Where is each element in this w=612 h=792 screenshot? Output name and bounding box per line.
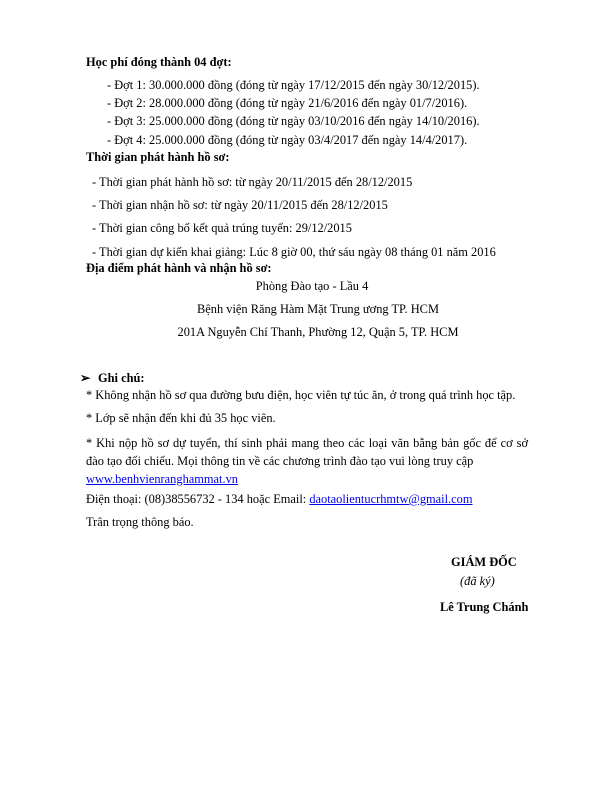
website-link[interactable]: www.benhvienranghammat.vn [86,472,238,486]
fees-heading: Học phí đóng thành 04 đợt: [86,55,232,69]
signature-signed: (đã ký) [460,574,495,588]
notes-heading-row [80,371,144,386]
fee-item-3: - Đợt 3: 25.000.000 đồng (đóng từ ngày 03/10/2016 đến ngày 14/10/2016). [107,114,480,128]
note-item-1: * Không nhận hồ sơ qua đường bưu điện, học viên tự túc ăn, ở trong quá trình học tập. [86,388,516,402]
arrow-bullet-icon: ➢ [80,371,91,385]
location-line-3: 201A Nguyễn Chí Thanh, Phường 12, Quận 5, TP. HCM [177,325,459,339]
note-item-3-text: * Khi nộp hồ sơ dự tuyển, thí sinh phải mang theo các loại văn bằng bản gốc để cơ sở đào tạo đối chiếu. Mọi thông tin về các chương trình đào tạo vui lòng truy cập [86,436,528,468]
note-item-2: * Lớp sẽ nhận đến khi đủ 35 học viên. [86,411,276,425]
schedule-heading: Thời gian phát hành hồ sơ: [86,150,230,164]
schedule-item-4: - Thời gian dự kiến khai giảng: Lúc 8 giờ 00, thứ sáu ngày 08 tháng 01 năm 2016 [92,245,496,259]
fee-item-1: - Đợt 1: 30.000.000 đồng (đóng từ ngày 17/12/2015 đến ngày 30/12/2015). [107,78,480,92]
fee-item-2: - Đợt 2: 28.000.000 đồng (đóng từ ngày 21/6/2016 đến ngày 01/7/2016). [107,96,468,110]
email-link[interactable]: daotaolientucrhmtw@gmail.com [309,492,473,506]
note-item-3 [86,434,528,488]
contact-line [86,492,472,507]
signature-title: GIÁM ĐỐC [451,555,517,569]
schedule-item-2: - Thời gian nhận hồ sơ: từ ngày 20/11/2015 đến 28/12/2015 [92,198,388,212]
signature-name: Lê Trung Chánh [440,600,529,614]
location-heading: Địa điểm phát hành và nhận hồ sơ: [86,261,272,275]
closing-text: Trân trọng thông báo. [86,515,194,529]
location-line-2: Bệnh viện Răng Hàm Mặt Trung ương TP. HCM [197,302,439,316]
fee-item-4: - Đợt 4: 25.000.000 đồng (đóng từ ngày 03/4/2017 đến ngày 14/4/2017). [107,133,468,147]
notes-heading: Ghi chú: [98,371,145,385]
location-line-1: Phòng Đào tạo - Lầu 4 [255,279,369,293]
schedule-item-3: - Thời gian công bố kết quả trúng tuyển: 29/12/2015 [92,221,352,235]
phone-text: Điện thoại: (08)38556732 - 134 hoặc Email: [86,492,310,506]
schedule-item-1: - Thời gian phát hành hồ sơ: từ ngày 20/11/2015 đến 28/12/2015 [92,175,413,189]
